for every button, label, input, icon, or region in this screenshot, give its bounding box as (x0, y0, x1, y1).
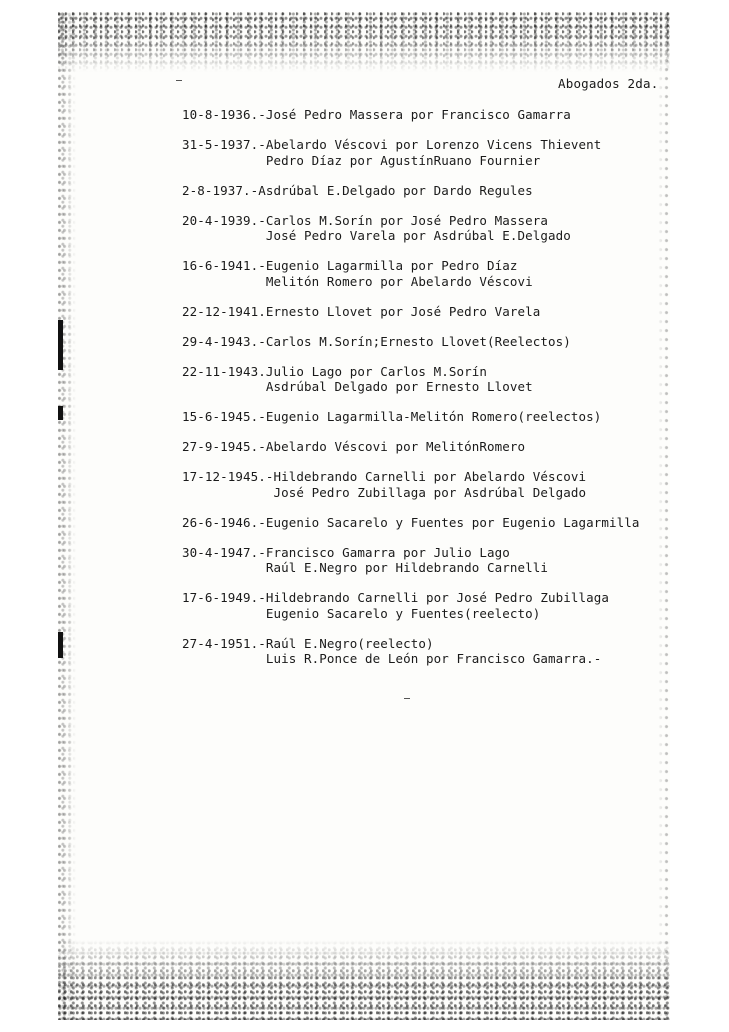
entry-line: Francisco Gamarra por Julio Lago (265, 544, 510, 560)
entry-date: 17-6-1949.- (182, 590, 266, 605)
entry-line: Ernesto Llovet por José Pedro Varela (265, 303, 541, 319)
scan-noise-bottom (58, 940, 670, 1020)
entry-line: José Pedro Massera por Francisco Gamarra (265, 107, 571, 122)
page-header: Abogados 2da. (558, 76, 659, 91)
entry (182, 137, 670, 168)
entry-line: Abelardo Véscovi por Lorenzo Vicens Thievent (265, 137, 602, 152)
entry (182, 439, 670, 455)
entry (182, 304, 670, 320)
stray-mark (404, 698, 410, 699)
entry-date: 27-4-1951.- (182, 635, 266, 651)
entry-date: 29-4-1943.- (182, 333, 266, 349)
punch-mark (58, 406, 63, 420)
entry-date: 22-12-1941. (182, 303, 266, 319)
entry (182, 258, 670, 289)
document-page (58, 12, 670, 1020)
entry-date: 20-4-1939.- (182, 212, 266, 228)
entry-date: 15-6-1945.- (182, 409, 266, 424)
entry-date: 27-9-1945.- (182, 439, 266, 454)
entry-date: 17-12-1945.- (182, 469, 274, 484)
entry-date: 2-8-1937.- (182, 182, 259, 198)
entry-line: Pedro Díaz por AgustínRuano Fournier (265, 152, 541, 168)
entry (182, 515, 670, 531)
entry-date: 26-6-1946.- (182, 514, 266, 530)
entry-line: Eugenio Sacarelo y Fuentes por Eugenio Lagarmilla (265, 514, 640, 530)
entry-line: Luis R.Ponce de León por Francisco Gamarra.- (265, 651, 602, 666)
entry (182, 636, 670, 667)
entry (182, 183, 670, 199)
entry-line: Raúl E.Negro por Hildebrando Carnelli (265, 560, 549, 575)
entry-line: Carlos M.Sorín;Ernesto Llovet(Reelectos) (265, 333, 571, 349)
entry (182, 590, 670, 621)
entry (182, 334, 670, 350)
entry-line: Carlos M.Sorín por José Pedro Massera (265, 212, 549, 228)
entry-line: Eugenio Sacarelo y Fuentes(reelecto) (265, 605, 541, 621)
entry-date: 30-4-1947.- (182, 544, 266, 560)
entry-line: José Pedro Varela por Asdrúbal E.Delgado (265, 228, 571, 243)
punch-mark (58, 632, 63, 658)
entry-line: Hildebrando Carnelli por José Pedro Zubillaga (265, 590, 610, 605)
entry-date: 16-6-1941.- (182, 258, 266, 273)
entry-line: José Pedro Zubillaga por Asdrúbal Delgado (273, 484, 587, 500)
entry-date: 10-8-1936.- (182, 107, 266, 122)
stray-mark (176, 80, 182, 81)
entry (182, 107, 670, 123)
entry-line: Raúl E.Negro(reelecto) (265, 635, 434, 651)
entry (182, 409, 670, 425)
entry (182, 469, 670, 500)
entry-line: Hildebrando Carnelli por Abelardo Véscovi (273, 469, 587, 484)
scan-noise-top (58, 12, 670, 72)
entry-line: Eugenio Lagarmilla por Pedro Díaz (265, 258, 518, 273)
entry-line: Julio Lago por Carlos M.Sorín (265, 363, 488, 379)
entry-line: Eugenio Lagarmilla-Melitón Romero(reelectos) (265, 409, 602, 424)
entry (182, 213, 670, 244)
entry-line: Asdrúbal Delgado por Ernesto Llovet (265, 379, 533, 394)
entry-date: 31-5-1937.- (182, 137, 266, 152)
entry-line: Asdrúbal E.Delgado por Dardo Regules (258, 182, 533, 198)
entry (182, 545, 670, 576)
entry (182, 364, 670, 395)
entry-line: Melitón Romero por Abelardo Véscovi (265, 273, 533, 289)
entry-list (182, 107, 670, 681)
scan-noise-left (58, 12, 76, 1020)
entry-date: 22-11-1943. (182, 363, 266, 379)
punch-mark (58, 320, 63, 370)
entry-line: Abelardo Véscovi por MelitónRomero (265, 439, 526, 454)
